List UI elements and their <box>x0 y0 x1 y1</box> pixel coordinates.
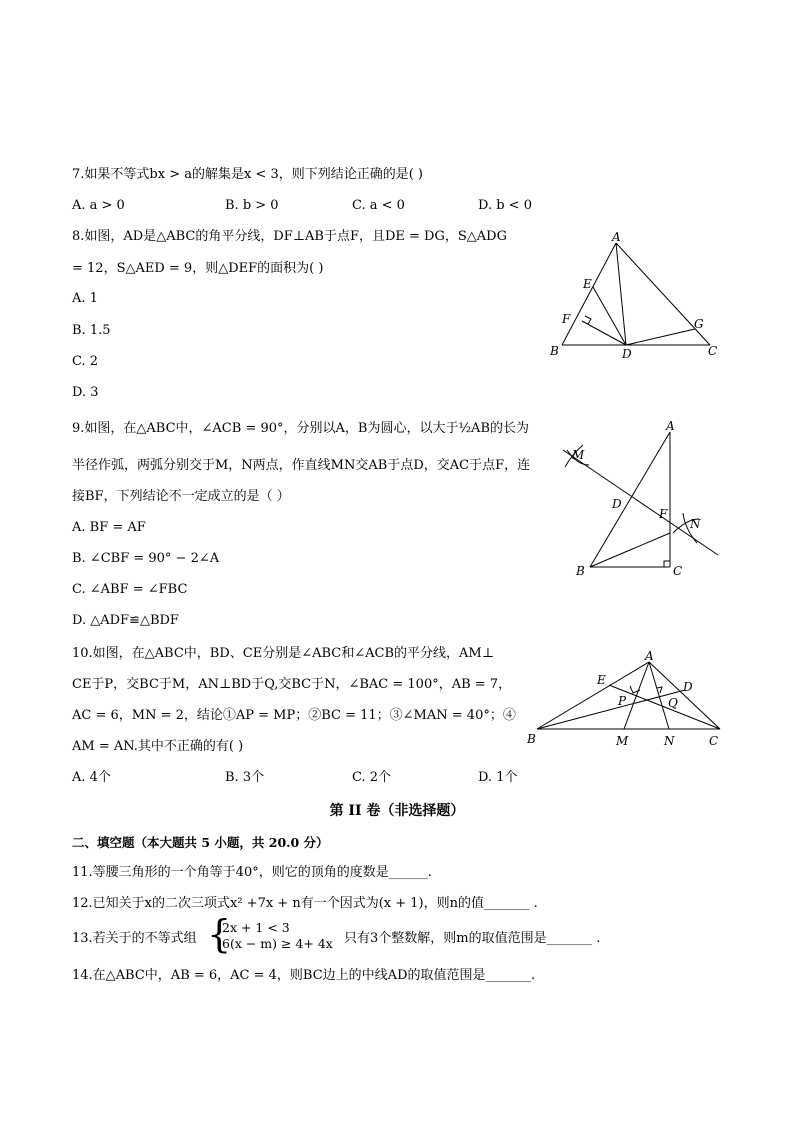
q9-option-b: B. ∠CBF = 90° − 2∠A <box>72 551 220 566</box>
q10-label-b: B <box>527 732 536 746</box>
q13-row1: 2x + 1 < 3 <box>222 920 290 935</box>
q7-option-d: D. b < 0 <box>478 198 532 213</box>
part2-title: 第 II 卷（非选择题） <box>329 803 465 819</box>
q9-label-b: B <box>576 564 585 578</box>
q9-stem-line2: 半径作弧，两弧分别交于M，N两点，作直线MN交AB于点D，交AC于点F，连 <box>72 458 531 473</box>
q9-option-c: C. ∠ABF = ∠FBC <box>72 582 188 597</box>
q10-option-b: B. 3个 <box>225 770 265 785</box>
q8-option-a: A. 1 <box>72 291 98 306</box>
q8-label-e: E <box>583 277 592 291</box>
q9-label-c: C <box>673 564 683 578</box>
q8-stem-line1: 8.如图，AD是△ABC的角平分线，DF⊥AB于点F，且DE = DG，S△ADG <box>72 229 507 244</box>
q13-suffix: 只有3个整数解，则m的取值范围是_______ . <box>344 931 601 946</box>
q14-stem: 14.在△ABC中，AB = 6，AC = 4，则BC边上的中线AD的取值范围是_______. <box>72 968 536 983</box>
q8-option-b: B. 1.5 <box>72 323 111 338</box>
q10-label-c: C <box>709 734 719 748</box>
q7-option-c: C. a < 0 <box>352 198 405 213</box>
q9-stem-line3: 接BF，下列结论不一定成立的是（ ） <box>72 489 290 504</box>
q8-label-d: D <box>622 347 632 361</box>
q8-figure <box>540 228 730 363</box>
q7-option-a: A. a > 0 <box>72 198 125 213</box>
q10-label-d: D <box>683 680 693 694</box>
q9-label-a: A <box>666 419 675 433</box>
q8-label-a: A <box>612 230 621 244</box>
q12-stem: 12.已知关于x的二次三项式x² +7x + n有一个因式为(x + 1)，则n的值_______ . <box>72 896 538 911</box>
q10-stem-line1: 10.如图，在△ABC中，BD、CE分别是∠ABC和∠ACB的平分线，AM⊥ <box>72 646 494 661</box>
q8-stem-line2: = 12，S△AED = 9，则△DEF的面积为( ) <box>72 261 324 276</box>
q13-brace: { <box>207 912 232 956</box>
q9-figure <box>545 415 730 585</box>
section2-heading: 二、填空题（本大题共 5 小题，共 20.0 分） <box>72 835 329 850</box>
q11-stem: 11.等腰三角形的一个角等于40°，则它的顶角的度数是______. <box>72 865 432 880</box>
q10-option-c: C. 2个 <box>352 770 392 785</box>
q8-label-f: F <box>562 312 571 326</box>
q10-stem-line2: CE于P，交BC于M，AN⊥BD于Q,交BC于N，∠BAC = 100°，AB = 7， <box>72 677 512 692</box>
q9-label-m: M <box>572 448 585 462</box>
q9-label-d: D <box>612 497 622 511</box>
q10-label-n: N <box>664 734 675 748</box>
q9-option-a: A. BF = AF <box>72 520 146 535</box>
q10-option-a: A. 4个 <box>72 770 111 785</box>
q9-option-d: D. △ADF≌△BDF <box>72 613 179 628</box>
q10-stem-line3: AC = 6，MN = 2，结论①AP = MP；②BC = 11；③∠MAN = 40°；④ <box>72 708 516 723</box>
q8-option-d: D. 3 <box>72 385 99 400</box>
q9-label-n: N <box>690 517 701 531</box>
q7-option-b: B. b > 0 <box>225 198 279 213</box>
q8-option-c: C. 2 <box>72 354 99 369</box>
q8-label-g: G <box>694 317 704 331</box>
q10-label-a: A <box>645 649 654 663</box>
q10-label-m: M <box>616 734 629 748</box>
q8-label-b: B <box>550 344 559 358</box>
q9-label-f: F <box>659 507 668 521</box>
q13-prefix: 13.若关于的不等式组 <box>72 931 197 946</box>
q13-row2: 6(x − m) ≥ 4+ 4x <box>222 936 333 951</box>
q9-stem-line1: 9.如图，在△ABC中，∠ACB = 90°，分别以A，B为圆心，以大于½AB的长为 <box>72 421 529 436</box>
q10-label-p: P <box>618 694 627 708</box>
q7-stem: 7.如果不等式bx > a的解集是x < 3，则下列结论正确的是( ) <box>72 167 424 182</box>
q10-label-e: E <box>597 673 606 687</box>
q10-label-q: Q <box>668 696 678 710</box>
q10-stem-line4: AM = AN.其中不正确的有( ) <box>72 739 244 754</box>
q10-option-d: D. 1个 <box>478 770 518 785</box>
q10-figure <box>525 645 730 755</box>
q8-label-c: C <box>708 344 718 358</box>
